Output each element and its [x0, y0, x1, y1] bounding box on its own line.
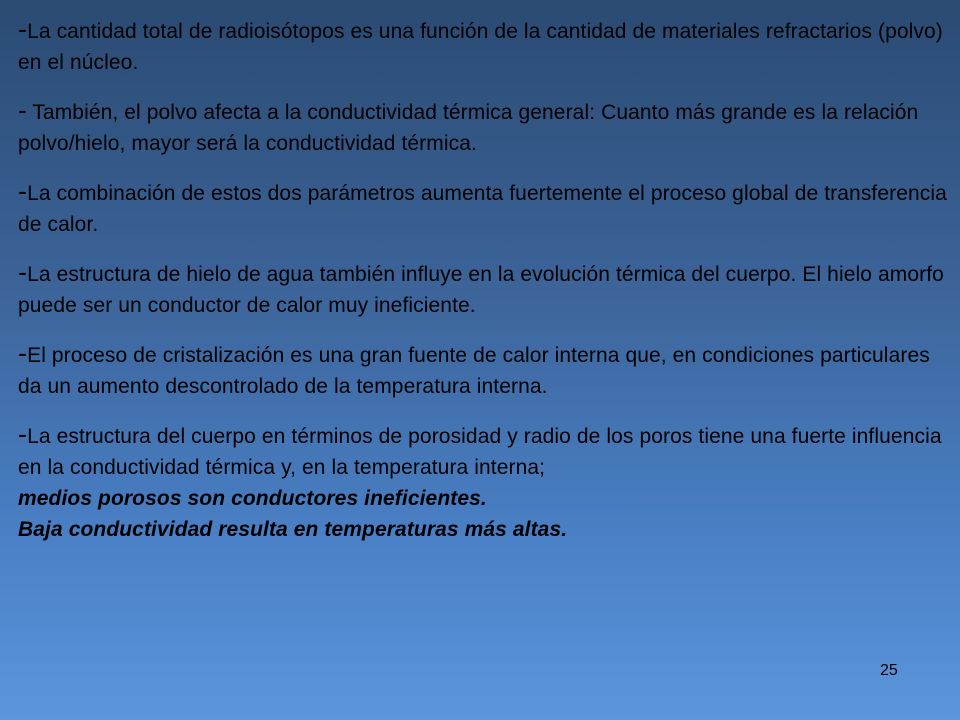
bullet-dash: -: [18, 419, 28, 449]
bullet-dash: -: [18, 14, 28, 44]
bullet-dash: -: [18, 338, 28, 368]
paragraph-dust-conductivity: [18, 97, 954, 159]
bullet-dash: -: [18, 257, 28, 287]
paragraph-text: La cantidad total de radioisótopos es una función de la cantidad de materiales refractarios (polvo) en el núcleo.: [18, 20, 943, 74]
paragraph-crystallization: [18, 340, 954, 402]
paragraph-text: El proceso de cristalización es una gran fuente de calor interna que, en condiciones particulares da un aumento descontrolado de la temperatura interna.: [18, 344, 930, 398]
slide-body: [18, 16, 954, 564]
paragraph-text: La estructura de hielo de agua también influye en la evolución térmica del cuerpo. El hielo amorfo puede ser un conductor de calor muy ineficiente.: [18, 263, 944, 317]
page-number: 25: [880, 662, 898, 679]
bullet-dash: -: [18, 95, 27, 125]
paragraph-porosity: [18, 421, 954, 545]
paragraph-radioisotopes: [18, 16, 954, 78]
bullet-dash: -: [18, 176, 28, 206]
paragraph-ice-structure: [18, 259, 954, 321]
paragraph-text: También, el polvo afecta a la conductividad térmica general: Cuanto más grande es la relación polvo/hielo, mayor será la conductividad térmica.: [18, 101, 919, 155]
emphasis-low-conductivity: Baja conductividad resulta en temperaturas más altas.: [18, 518, 568, 541]
paragraph-text: La estructura del cuerpo en términos de porosidad y radio de los poros tiene una fuerte influencia en la conductividad térmica y, en la temperatura interna;: [18, 425, 942, 479]
emphasis-porous-media: medios porosos son conductores ineficientes.: [18, 487, 487, 510]
paragraph-text: La combinación de estos dos parámetros aumenta fuertemente el proceso global de transferencia de calor.: [18, 182, 947, 236]
paragraph-combination: [18, 178, 954, 240]
